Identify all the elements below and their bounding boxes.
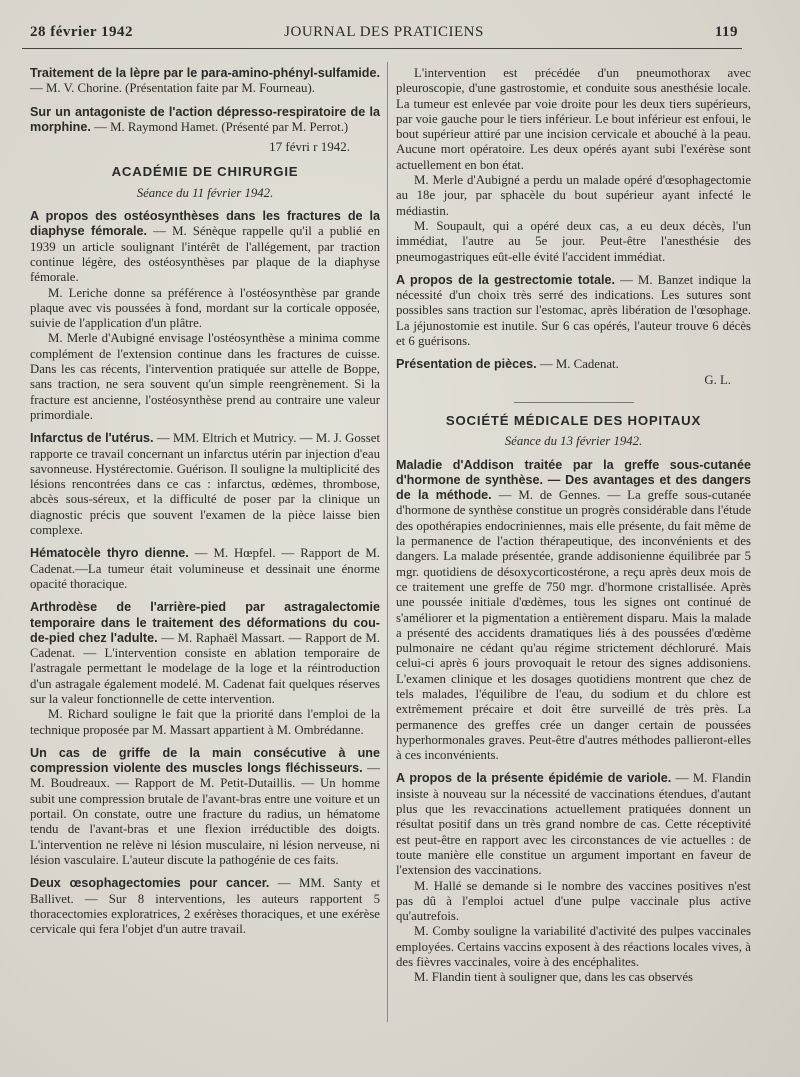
entry-morphine [30,105,380,155]
entry-title: Hématocèle thyro dienne. [30,546,189,561]
entry-text: — MM. Santy et Ballivet. — Sur 8 interventions, les auteurs rapportent 5 thoracectomies exploratrices, 2 exérèses thoraciques, et une exérèse cervicale qui fera l'objet d'un autre travail. [30,876,381,937]
paragraph: M. Flandin tient à souligner que, dans les cas observés [414,970,693,985]
entry-title: Un cas de griffe de la main consécutive à une compression violente des muscles longs fléchisseurs. [30,745,380,776]
entry-title: A propos de la gestrectomie totale. [396,272,615,287]
paragraph: M. Soupault, qui a opéré deux cas, a eu deux décès, l'un immédiat, l'autre au 5e jour. Peut-être l'anesthésie des pneumogastriques eût-elle évité l'accident immédiat. [396,218,751,264]
page-header [30,24,738,46]
entry-hematocele [30,546,380,592]
entry-text: — M. Cadenat. [536,357,619,372]
entry-title: A propos de la présente épidémie de variole. [396,771,672,786]
entry-osteosyntheses [30,209,380,423]
paragraph: M. Leriche donne sa préférence à l'ostéosynthèse par grande plaque avec vis poussées à fond, mordant sur la corticale opposée, suivie de l'application d'un plâtre. [30,285,380,331]
entry-title: Sur un antagoniste de l'action dépresso-respiratoire de la morphine. [30,104,380,134]
right-column [396,66,751,994]
seance-date: Séance du 13 février 1942. [504,434,643,449]
entry-title: Présentation de pièces. [396,357,537,372]
entry-griffe [30,746,380,868]
entry-gastrectomie [396,273,751,349]
signature: G. L. [704,372,731,387]
section-title-societe: SOCIÉTÉ MÉDICALE DES HOPITAUX [445,412,702,428]
entry-title: Deux œsophagectomies pour cancer. [30,876,270,891]
header-journal-title: JOURNAL DES PRATICIENS [284,24,484,40]
entry-addison [396,458,751,764]
entry-oesophagectomies [30,876,380,937]
column-divider [387,62,388,1022]
entry-lepre [30,66,380,97]
entry-presentation-pieces [396,357,751,388]
entry-text: — M. de Gennes. — La greffe sous-cutanée d'hormone de synthèse constitue un progrès considérable dans l'étude des opothérapies endocriniennes, mais elle présente, du fait même de la permanence de l'action thérapeutique, des inconvénients et des dangers. La malade présentée, grande addisonienne équilibrée par 5 mgr. quotidiens de désoxycorticostérone, a reçu après deux mois de ce traitement une greffe de 750 mgr. d'hormone cristallisée. Après une poussée initiale d'œdèmes, tous les signes ont continué de s'améliorer et la pigmentation a entièrement disparu. Mais la malade a présenté des accidents dramatiques liés à des poussées d'œdème pulmonaire ne cédant qu'au régime strictement déchloruré. Mais celui-ci après 6 jours provoquait le retour des signes addisoniens. L'examen clinique et les dosages quotidiens montrent que chez de tels malades, l'équilibre de l'eau, du sodium et du chlore est extrêmement précaire et doit être surveillé de très près. La permanence des greffes crée un danger certain de poussées hyperhormonales graves. Peut-être d'autres méthodes pallieront-elles à ces inconvénients. [396,488,752,763]
entry-text: — M. V. Chorine. (Présentation faite par M. Fourneau). [30,81,315,96]
paragraph: M. Merle d'Aubigné a perdu un malade opéré d'œsophagectomie au 18e jour, par sphacèle du bout supérieur ayant infecté le médiastin. [396,173,751,218]
entry-title: Maladie d'Addison traitée par la greffe sous-cutanée d'hormone de synthèse. — Des avantages et des dangers de la méthode. [396,457,751,503]
entry-title: Arthrodèse de l'arrière-pied par astragalectomie temporaire dans le traitement des déformations du cou-de-pied chez l'adulte. [30,600,380,645]
entry-text: — M. Sénèque rappelle qu'il a publié en 1939 un article soulignant l'intérêt de l'allégement, par traction continue légère, des ostéosynthèses par plaque de la diaphyse fémorale. [30,224,380,285]
entry-text: — MM. Eltrich et Mutricy. — M. J. Gosset rapporte ce travail concernant un infarctus utérin par injection d'eau savonneuse. Hystérectomie. Guérison. Il souligne la multiplicité des lésions rencontrées dans ce cas : infarctus, œdèmes, thrombose, abcès sous-séreux, et la difficulté de poser par la clinique un diagnostic précis que souvent l'examen de la pièce laisse bien complexe. [30,431,380,538]
paragraph: M. Richard souligne le fait que la priorité dans l'emploi de la technique proposée par M. Massart appartient à M. Ombrédanne. [30,707,380,737]
header-date: 28 février 1942 [30,24,134,40]
entry-title: Infarctus de l'utérus. [30,431,154,446]
paragraph: M. Hallé se demande si le nombre des vaccines positives n'est pas dû à l'emploi actuel d'une pulpe vaccinale plus active qu'autrefois. [396,878,751,924]
header-page-number: 119 [714,24,738,40]
header-rule [22,48,742,49]
paragraph: L'intervention est précédée d'un pneumothorax avec pleuroscopie, d'une gastrostomie, et conduite sous anesthésie locale. La tumeur est enlevée par voie droite pour les deux tiers supérieurs, par voie gauche pour le tiers inférieur. Le bout inférieur est enfoui, le bout supérieur attiré par une incision cervicale et abouché à la peau. Aucune mort opératoire. Les deux opérés ayant subi l'exérèse sont actuellement en bon état. [396,66,751,172]
entry-text: — M. Raymond Hamet. (Présenté par M. Perrot.) [90,119,349,134]
seance-date: Séance du 11 février 1942. [136,185,274,200]
entry-text: — M. Boudreaux. — Rapport de M. Petit-Dutaillis. — Un homme subit une compression brutale de l'avant-bras entre une voiture et un portail. On constate, outre une fracture du radius, un hématome tendu de l'avant-bras et une flexion irréductible des doigts. L'intervention ne relève ni lésion musculaire, ni lésion nerveuse, ni lésion vasculaire. L'auteur discute la pathogénie de ces faits. [30,761,380,867]
left-column [30,66,380,945]
entry-variole [396,771,751,985]
entry-title: A propos des ostéosynthèses dans les fractures de la diaphyse fémorale. [30,209,380,239]
paragraph: M. Merle d'Aubigné envisage l'ostéosynthèse a minima comme complément de l'extension continue dans les fractures de cuisse. Dans les cas récents, l'intervention pratiquée sur attelle de Boppe, sans traction, ne sera souvent qu'un simple reengrènement. Si la fracture est ancienne, l'ostéosynthèse prend au contraire une valeur primordiale. [30,331,380,422]
entry-title: Traitement de la lèpre par le para-amino-phényl-sulfamide. [30,66,380,80]
section-separator [514,402,634,403]
section-title-academie: ACADÉMIE DE CHIRURGIE [111,164,299,180]
entry-text: — M. Hœpfel. — Rapport de M. Cadenat.—La tumeur était volumineuse et dessinait une énorme opacité thoracique. [30,546,381,591]
entry-text: — M. Raphaël Massart. — Rapport de M. Cadenat. — L'intervention consiste en ablation temporaire de l'astragale permettant le modelage de la loge et la réintroduction d'un astragale également modelé. M. Cadenat fait quelques réserves sur la valeur fonctionnelle de cette intervention. [30,630,380,706]
section-date: 17 févri r 1942. [269,139,350,155]
entry-text: — M. Banzet indique la nécessité d'un choix très serré des indications. Les sutures sont possibles sans traction sur l'estomac, après libération de l'œsophage. La jéjunostomie est inutile. Sur 6 cas opérés, l'auteur trouve 6 décès et 6 guérisons. [396,272,751,349]
entry-text: — M. Flandin insiste à nouveau sur la nécessité de vaccinations étendues, d'autant plus que les revaccinations actuellement pratiquées donnent un résultat positif dans un très grand nombre de cas. Cette réceptivité est peut-être en rapport avec les circonstances de vie actuelles : de toute manière elle constitue un argument important en faveur de l'extension des vaccinations. [396,771,751,878]
entry-arthrodese [30,600,380,738]
entry-infarctus [30,431,380,538]
paragraph: M. Comby souligne la variabilité d'activité des pulpes vaccinales employées. Certains vaccins exposent à des réactions locales vives, à des fièvres vaccinales, voire à des encéphalites. [396,924,751,970]
